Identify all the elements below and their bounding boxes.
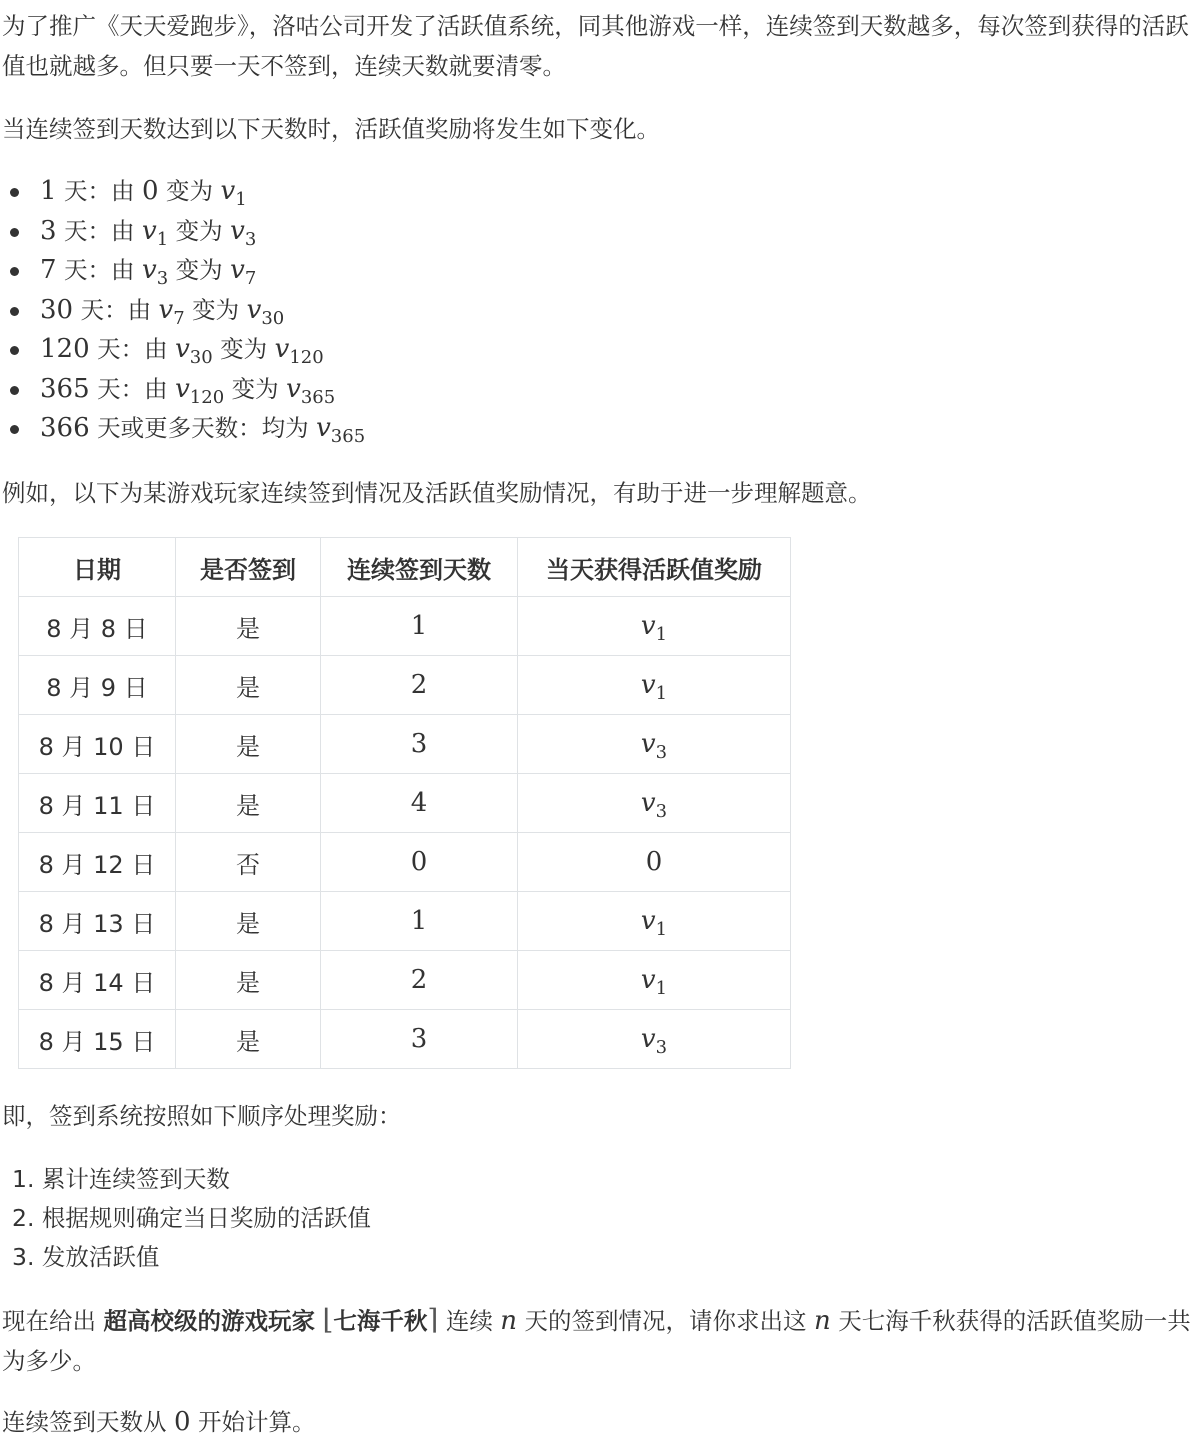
cell-reward: $v_1$ (518, 597, 791, 656)
cell-reward: $v_3$ (518, 715, 791, 774)
cell-date: 8 月 11 日 (19, 774, 176, 833)
value-symbol: $v_1$ (142, 215, 169, 250)
cell-streak: 2 (321, 656, 518, 715)
cell-date: 8 月 9 日 (19, 656, 176, 715)
rule-item: 3 天：由 $v_1$ 变为 $v_3$ (0, 212, 365, 252)
cell-reward: $v_3$ (518, 1010, 791, 1069)
value-symbol: $v_{120}$ (175, 373, 225, 408)
cell-signed: 否 (176, 833, 321, 892)
value-symbol: $v_{120}$ (274, 334, 324, 368)
table-row (19, 1010, 791, 1069)
table-row (19, 656, 791, 715)
cell-streak: 3 (321, 1010, 518, 1069)
cell-date: 8 月 13 日 (19, 892, 176, 951)
header-date: 日期 (19, 538, 176, 597)
value-symbol: $v_{365}$ (286, 373, 336, 408)
cell-reward: $v_3$ (518, 774, 791, 833)
example-table (18, 537, 791, 1069)
value-symbol: $v_7$ (158, 294, 185, 329)
process-steps-list (0, 1160, 371, 1277)
cell-signed: 是 (176, 951, 321, 1010)
header-streak: 连续签到天数 (321, 538, 518, 597)
rule-item: 7 天：由 $v_3$ 变为 $v_7$ (0, 251, 365, 291)
example-intro: 例如，以下为某游戏玩家连续签到情况及活跃值奖励情况，有助于进一步理解题意。 (2, 479, 872, 507)
player-title: 超高校级的游戏玩家 (103, 1307, 315, 1335)
step-item: 1. 累计连续签到天数 (12, 1165, 230, 1193)
cell-reward: $v_1$ (518, 656, 791, 715)
rule-item: 120 天：由 $v_{30}$ 变为 $v_{120}$ (0, 330, 365, 370)
cell-signed: 是 (176, 715, 321, 774)
cell-signed: 是 (176, 892, 321, 951)
bullet-icon (10, 307, 19, 316)
bullet-icon (10, 188, 19, 197)
rule-item: 1 天：由 0 变为 $v_1$ (0, 172, 365, 212)
process-intro: 即，签到系统按照如下顺序处理奖励： (2, 1102, 402, 1130)
table-row (19, 892, 791, 951)
bullet-icon (10, 267, 19, 276)
value-symbol: $v_{30}$ (175, 334, 213, 368)
intro-paragraph: 为了推广《天天爱跑步》，洛咕公司开发了活跃值系统，同其他游戏一样，连续签到天数越多，每次签到获得的活跃值也就越多。但只要一天不签到，连续天数就要清零。 (2, 12, 1189, 80)
bullet-icon (10, 425, 19, 434)
table-row (19, 833, 791, 892)
task-paragraph: 现在给出 超高校级的游戏玩家 ⌊七海千秋⌉ 连续 n 天的签到情况，请你求出这 n 天七海千秋获得的活跃值奖励一共为多少。 (2, 1303, 1191, 1375)
cell-date: 8 月 10 日 (19, 715, 176, 774)
value-symbol: $v_{365}$ (316, 413, 366, 447)
cell-streak: 0 (321, 833, 518, 892)
value-symbol: $v_{30}$ (246, 294, 285, 329)
rules-intro: 当连续签到天数达到以下天数时，活跃值奖励将发生如下变化。 (2, 115, 660, 143)
cell-date: 8 月 12 日 (19, 833, 176, 892)
cell-streak: 3 (321, 715, 518, 774)
value-symbol: $v_7$ (230, 255, 257, 289)
table-header-row (19, 538, 791, 597)
table-row (19, 951, 791, 1010)
cell-streak: 1 (321, 892, 518, 951)
bullet-icon (10, 228, 19, 237)
value-symbol: $v_3$ (230, 215, 257, 250)
cell-signed: 是 (176, 1010, 321, 1069)
cell-reward: $v_1$ (518, 951, 791, 1010)
cell-reward: $v_1$ (518, 892, 791, 951)
cell-streak: 4 (321, 774, 518, 833)
cell-date: 8 月 8 日 (19, 597, 176, 656)
cell-streak: 2 (321, 951, 518, 1010)
header-reward: 当天获得活跃值奖励 (518, 538, 791, 597)
rule-item: 365 天：由 $v_{120}$ 变为 $v_{365}$ (0, 370, 365, 410)
cell-streak: 1 (321, 597, 518, 656)
rule-item: 30 天：由 $v_7$ 变为 $v_{30}$ (0, 291, 365, 331)
cell-signed: 是 (176, 656, 321, 715)
cell-signed: 是 (176, 774, 321, 833)
bullet-icon (10, 386, 19, 395)
cell-reward: 0 (518, 833, 791, 892)
rule-item: 366 天或更多天数：均为 $v_{365}$ (0, 409, 365, 449)
final-note: 连续签到天数从 0 开始计算。 (2, 1407, 316, 1437)
reward-rules-list (0, 172, 365, 449)
table-body (19, 597, 791, 1069)
bullet-icon (10, 346, 19, 355)
value-symbol: $v_1$ (220, 176, 247, 210)
table-row (19, 597, 791, 656)
step-item: 3. 发放活跃值 (12, 1243, 160, 1271)
value-symbol: $v_3$ (142, 255, 169, 289)
player-name: 七海千秋 (333, 1307, 428, 1335)
cell-date: 8 月 14 日 (19, 951, 176, 1010)
table-row (19, 715, 791, 774)
table-row (19, 774, 791, 833)
cell-date: 8 月 15 日 (19, 1010, 176, 1069)
header-signed: 是否签到 (176, 538, 321, 597)
step-item: 2. 根据规则确定当日奖励的活跃值 (12, 1204, 371, 1232)
cell-signed: 是 (176, 597, 321, 656)
